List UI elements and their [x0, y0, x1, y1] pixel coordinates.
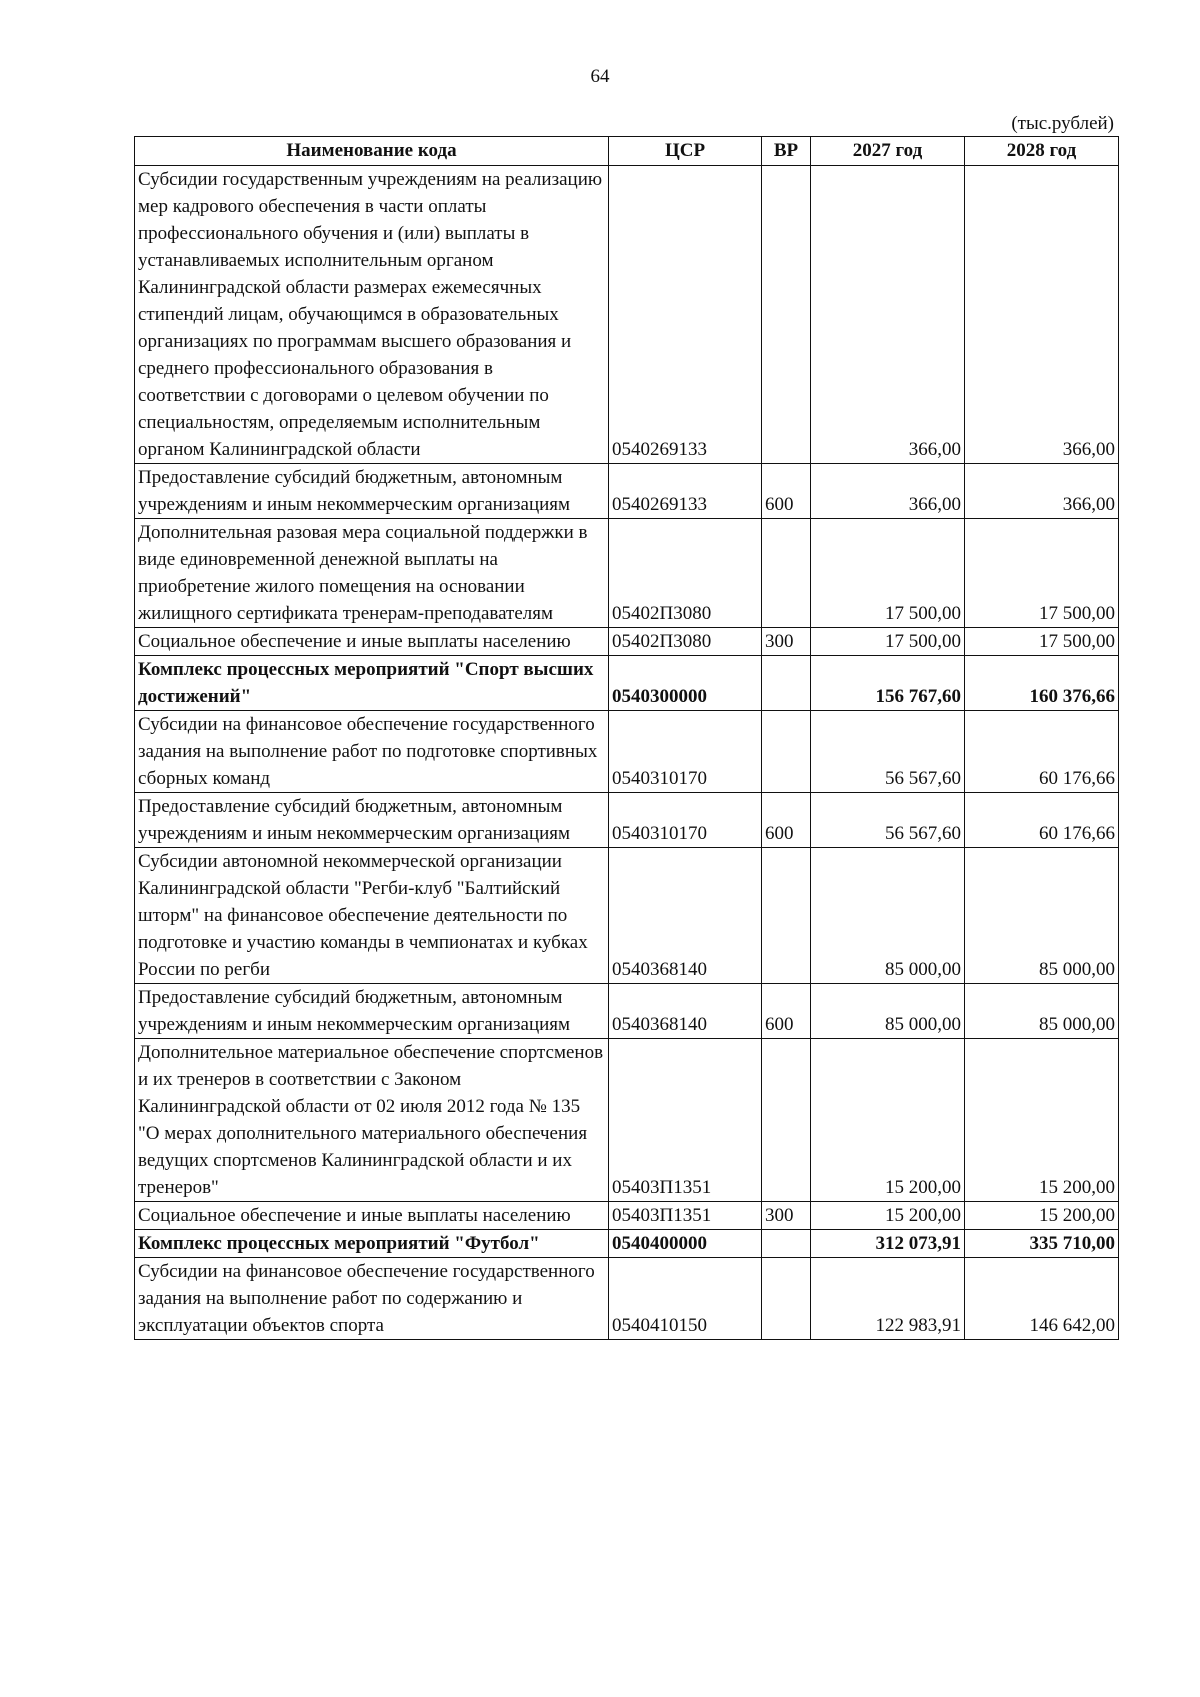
header-2027: 2027 год: [811, 137, 965, 166]
table-row: [135, 1230, 1119, 1258]
row-2027: 366,00: [811, 464, 965, 519]
row-2027: 56 567,60: [811, 711, 965, 793]
row-vr: 600: [762, 984, 811, 1039]
row-2028: 17 500,00: [965, 628, 1119, 656]
row-name: Предоставление субсидий бюджетным, автономным учреждениям и иным некоммерческим организациям: [135, 984, 609, 1039]
row-vr: [762, 519, 811, 628]
row-csr: 0540310170: [609, 711, 762, 793]
table-row: [135, 519, 1119, 628]
row-csr: 0540410150: [609, 1258, 762, 1340]
row-2028: 160 376,66: [965, 656, 1119, 711]
row-name: Субсидии на финансовое обеспечение государственного задания на выполнение работ по содержанию и эксплуатации объектов спорта: [135, 1258, 609, 1340]
row-2027: 17 500,00: [811, 628, 965, 656]
row-csr: 0540300000: [609, 656, 762, 711]
row-vr: [762, 656, 811, 711]
row-2028: 85 000,00: [965, 984, 1119, 1039]
table-row: [135, 848, 1119, 984]
row-2027: 312 073,91: [811, 1230, 965, 1258]
row-vr: [762, 848, 811, 984]
page-number: 64: [590, 66, 610, 87]
table-row: [135, 1258, 1119, 1340]
row-vr: [762, 711, 811, 793]
table-row: [135, 984, 1119, 1039]
table-row: [135, 711, 1119, 793]
row-vr: 600: [762, 793, 811, 848]
table-row: [135, 656, 1119, 711]
row-2028: 60 176,66: [965, 711, 1119, 793]
row-vr: 600: [762, 464, 811, 519]
row-2027: 85 000,00: [811, 984, 965, 1039]
row-name: Субсидии государственным учреждениям на реализацию мер кадрового обеспечения в части оплаты профессионального обучения и (или) выплаты в устанавливаемых исполнительным органом Калининградской области размерах ежемесячных стипендий лицам, обучающимся в образовательных организациях по программам высшего образования и среднего профессионального образования в соответствии с договорами о целевом обучении по специальностям, определяемым исполнительным органом Калининградской области: [135, 166, 609, 464]
row-name: Комплекс процессных мероприятий "Спорт высших достижений": [135, 656, 609, 711]
row-csr: 0540368140: [609, 848, 762, 984]
row-vr: [762, 166, 811, 464]
row-name: Предоставление субсидий бюджетным, автономным учреждениям и иным некоммерческим организациям: [135, 464, 609, 519]
table-row: [135, 1039, 1119, 1202]
row-csr: 05403П1351: [609, 1039, 762, 1202]
row-vr: [762, 1258, 811, 1340]
row-csr: 05403П1351: [609, 1202, 762, 1230]
row-csr: 0540269133: [609, 166, 762, 464]
row-name: Социальное обеспечение и иные выплаты населению: [135, 1202, 609, 1230]
row-name: Дополнительное материальное обеспечение спортсменов и их тренеров в соответствии с Законом Калининградской области от 02 июля 2012 года № 135 "О мерах дополнительного материального обеспечения ведущих спортсменов Калининградской области и их тренеров": [135, 1039, 609, 1202]
row-2028: 366,00: [965, 166, 1119, 464]
row-vr: 300: [762, 628, 811, 656]
row-name: Предоставление субсидий бюджетным, автономным учреждениям и иным некоммерческим организациям: [135, 793, 609, 848]
row-vr: [762, 1230, 811, 1258]
row-name: Комплекс процессных мероприятий "Футбол": [135, 1230, 609, 1258]
row-2028: 366,00: [965, 464, 1119, 519]
row-csr: 0540310170: [609, 793, 762, 848]
header-2028: 2028 год: [965, 137, 1119, 166]
row-2028: 335 710,00: [965, 1230, 1119, 1258]
row-csr: 0540400000: [609, 1230, 762, 1258]
row-2027: 56 567,60: [811, 793, 965, 848]
header-vr: ВР: [762, 137, 811, 166]
table-body: [135, 166, 1119, 1340]
row-2028: 15 200,00: [965, 1202, 1119, 1230]
table-row: [135, 628, 1119, 656]
row-2027: 85 000,00: [811, 848, 965, 984]
table-header-row: [135, 137, 1119, 166]
row-2027: 15 200,00: [811, 1202, 965, 1230]
row-2028: 146 642,00: [965, 1258, 1119, 1340]
row-2028: 60 176,66: [965, 793, 1119, 848]
row-2027: 17 500,00: [811, 519, 965, 628]
row-2028: 17 500,00: [965, 519, 1119, 628]
row-vr: [762, 1039, 811, 1202]
row-2027: 156 767,60: [811, 656, 965, 711]
header-csr: ЦСР: [609, 137, 762, 166]
units-label: (тыс.рублей): [1011, 113, 1114, 134]
header-name: Наименование кода: [135, 137, 609, 166]
row-name: Субсидии автономной некоммерческой организации Калининградской области "Регби-клуб "Балтийский шторм" на финансовое обеспечение деятельности по подготовке и участию команды в чемпионатах и кубках России по регби: [135, 848, 609, 984]
row-csr: 0540368140: [609, 984, 762, 1039]
table-row: [135, 793, 1119, 848]
table-row: [135, 166, 1119, 464]
row-2028: 85 000,00: [965, 848, 1119, 984]
row-2027: 366,00: [811, 166, 965, 464]
row-csr: 05402П3080: [609, 519, 762, 628]
row-vr: 300: [762, 1202, 811, 1230]
row-2027: 122 983,91: [811, 1258, 965, 1340]
table-row: [135, 1202, 1119, 1230]
row-2028: 15 200,00: [965, 1039, 1119, 1202]
row-2027: 15 200,00: [811, 1039, 965, 1202]
row-csr: 0540269133: [609, 464, 762, 519]
row-name: Субсидии на финансовое обеспечение государственного задания на выполнение работ по подготовке спортивных сборных команд: [135, 711, 609, 793]
row-name: Дополнительная разовая мера социальной поддержки в виде единовременной денежной выплаты на приобретение жилого помещения на основании жилищного сертификата тренерам-преподавателям: [135, 519, 609, 628]
table-row: [135, 464, 1119, 519]
budget-table: [134, 136, 1119, 1340]
row-csr: 05402П3080: [609, 628, 762, 656]
row-name: Социальное обеспечение и иные выплаты населению: [135, 628, 609, 656]
